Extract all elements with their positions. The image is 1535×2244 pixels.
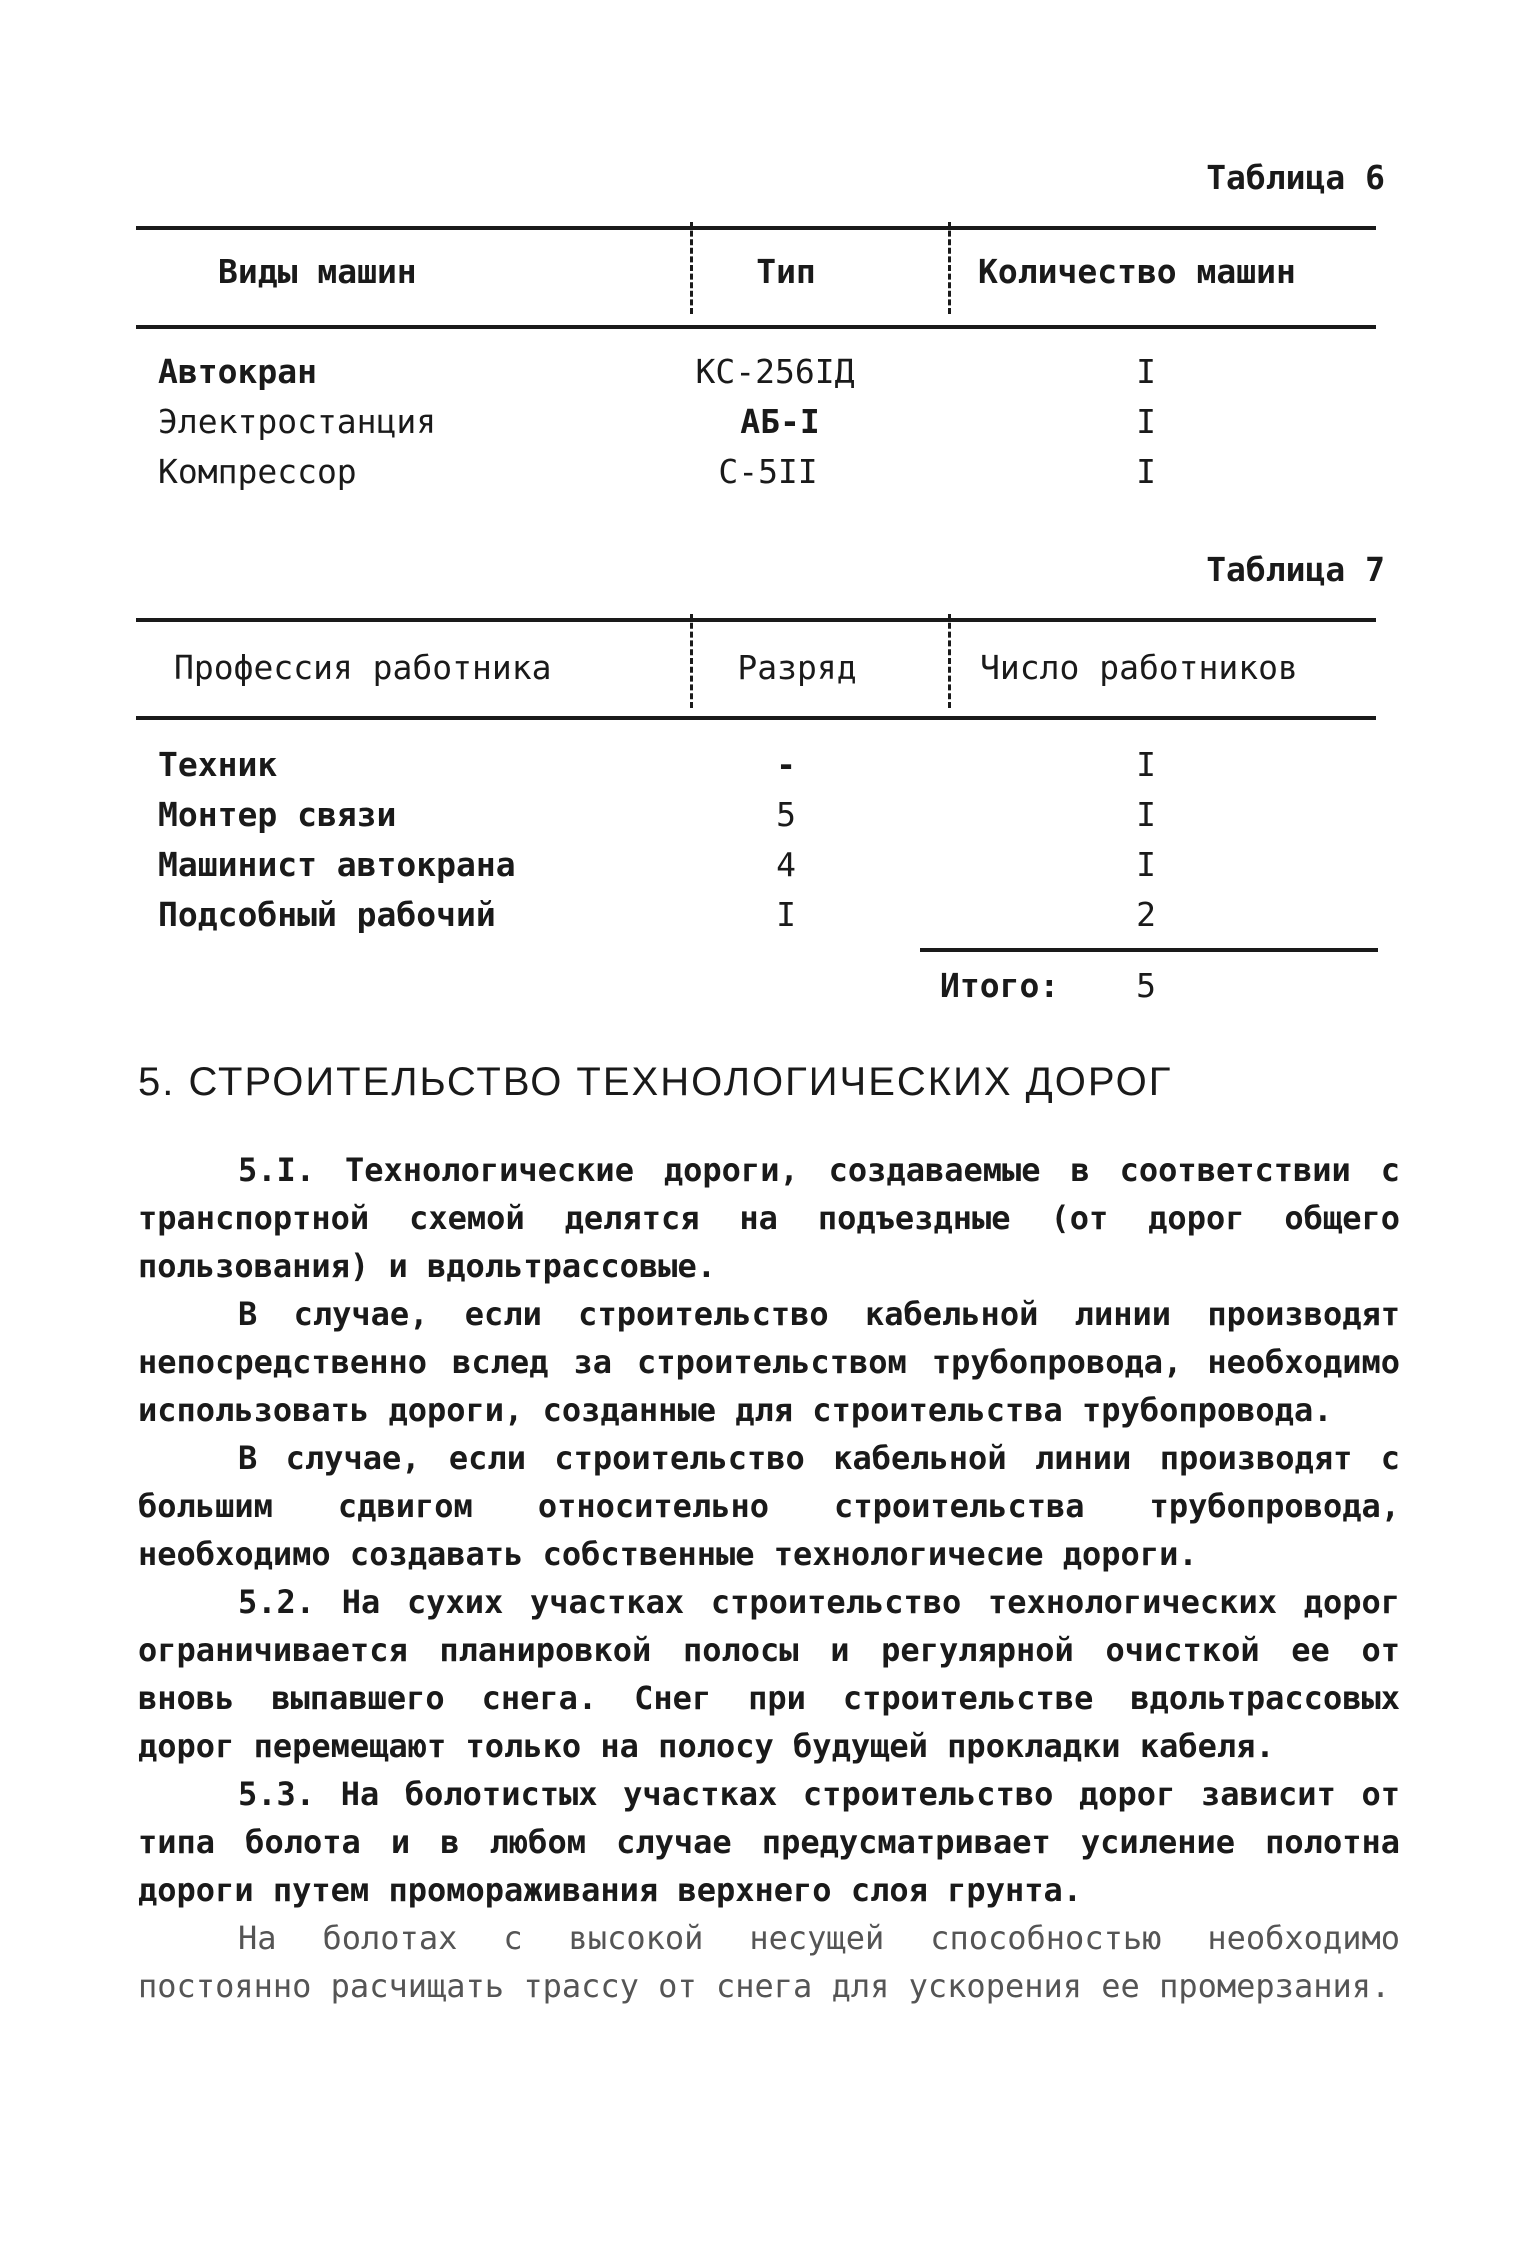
table7-row4-workers: 2 — [1136, 895, 1156, 934]
table7-col-separator-2 — [948, 614, 951, 708]
table6-col-separator-2 — [948, 222, 951, 314]
paragraph-5-2: 5.2. На сухих участках строительство технологических дорог ограничивается планировкой полосы и регулярной очисткой ее от вновь выпавшего снега. Снег при строительстве вдольтрассовых дорог перемещают только на полосу будущей прокладки кабеля. — [138, 1583, 1400, 1765]
table7-row1-grade: - — [776, 745, 796, 784]
table7-col-separator-1 — [690, 614, 693, 708]
table7-row1-profession: Техник — [158, 745, 278, 784]
table7-total-label: Итого: — [940, 966, 1060, 1005]
table6-row2-count: I — [1136, 402, 1156, 441]
paragraph-road-after-pipeline: В случае, если строительство кабельной линии производят непосредственно вслед за строительством трубопровода, необходимо использовать дороги, созданные для строительства трубопровода. — [138, 1295, 1400, 1429]
table6-row3-kind: Компрессор — [158, 452, 357, 491]
table6-header-count: Количество машин — [978, 252, 1296, 291]
table7-row2-grade: 5 — [776, 795, 796, 834]
table6-row1-count: I — [1136, 352, 1156, 391]
table6-row3-type: С-5II — [718, 452, 818, 491]
table6-row3-count: I — [1136, 452, 1156, 491]
table7-row3-workers: I — [1136, 845, 1156, 884]
table7-header-profession: Профессия работника — [174, 648, 552, 687]
table6-row2-kind: Электростанция — [158, 402, 437, 441]
table7-row2-profession: Монтер связи — [158, 795, 397, 834]
paragraph-road-with-shift: В случае, если строительство кабельной линии производят с большим сдвигом относительно строительства трубопровода, необходимо создавать собственные технологичесие дороги. — [138, 1439, 1400, 1573]
paragraph-5-1: 5.I. Технологические дороги, создаваемые в соответствии с транспортной схемой делятся на подъездные (от дорог общего пользования) и вдольтрассовые. — [138, 1151, 1400, 1285]
table6-header-kinds: Виды машин — [218, 252, 417, 291]
table6-caption: Таблица 6 — [1206, 158, 1385, 197]
table7-caption: Таблица 7 — [1206, 550, 1385, 589]
table6-row1-type: КС-256IД — [695, 352, 855, 391]
table6-row2-type: АБ-I — [740, 402, 820, 441]
table7-top-rule — [136, 618, 1376, 622]
table7-total-value: 5 — [1136, 966, 1156, 1005]
table6-top-rule — [136, 226, 1376, 230]
table6-col-separator-1 — [690, 222, 693, 314]
table7-row4-profession: Подсобный рабочий — [158, 895, 496, 934]
table7-header-rule — [136, 716, 1376, 720]
table6-row1-kind: Автокран — [158, 352, 317, 391]
table7-header-workers: Число работников — [980, 648, 1298, 687]
table7-total-rule — [920, 948, 1378, 952]
table7-row4-grade: I — [776, 895, 796, 934]
table7-header-grade: Разряд — [737, 648, 857, 687]
paragraph-bogs: На болотах с высокой несущей способностью необходимо постоянно расчищать трассу от снега для ускорения ее промерзания. — [138, 1919, 1400, 2005]
section-body — [138, 1146, 1400, 2010]
section-heading: 5. СТРОИТЕЛЬСТВО ТЕХНОЛОГИЧЕСКИХ ДОРОГ — [138, 1060, 1173, 1104]
paragraph-5-3: 5.3. На болотистых участках строительство дорог зависит от типа болота и в любом случае предусматривает усиление полотна дороги путем промораживания верхнего слоя грунта. — [138, 1775, 1400, 1909]
table6-header-type: Тип — [756, 252, 816, 291]
table7-row3-grade: 4 — [776, 845, 796, 884]
table6-header-rule — [136, 325, 1376, 329]
table7-row1-workers: I — [1136, 745, 1156, 784]
table7-row2-workers: I — [1136, 795, 1156, 834]
table7-row3-profession: Машинист автокрана — [158, 845, 516, 884]
